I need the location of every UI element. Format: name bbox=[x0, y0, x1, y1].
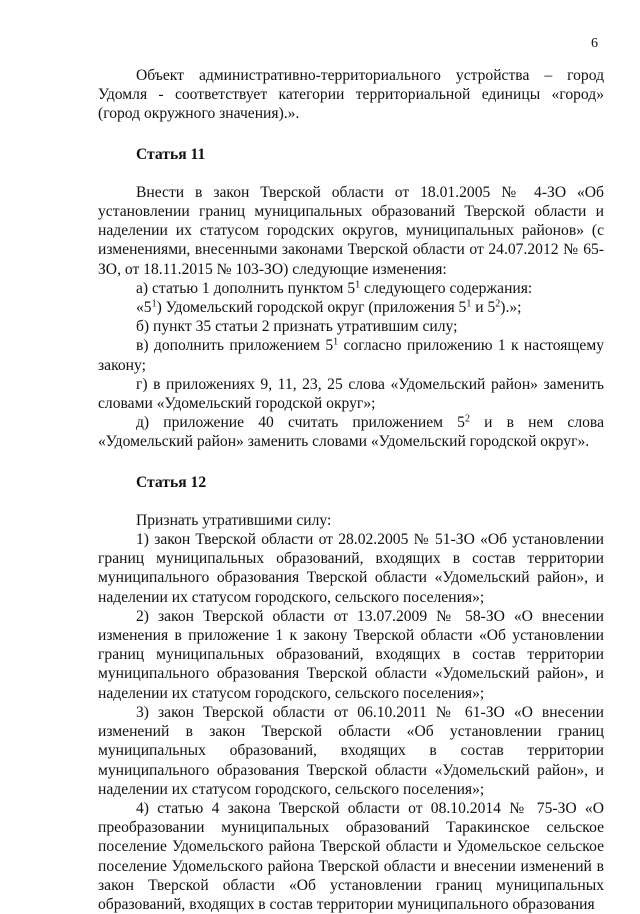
item-a-text-end: следующего содержания: bbox=[360, 279, 533, 297]
article-12-intro: Признать утратившими силу: bbox=[136, 511, 332, 529]
item-a-text: а) статью 1 дополнить пунктом 5 bbox=[136, 279, 356, 297]
item-v-sup: 1 bbox=[333, 336, 339, 348]
article-11-item-g: г) в приложениях 9, 11, 23, 25 слова «Удомельский район» заменить словами «Удомельский городской округ»; bbox=[98, 375, 604, 413]
quote-open: «5 bbox=[136, 299, 152, 317]
article-12-item: 3) закон Тверской области от 06.10.2011 № 61-ЗО «О внесении изменений в закон Тверской области «Об установлении границ муниципальных образований, входящих в состав территории муниципального образования Тверской области «Удомельский район», и наделении их статусом городского, сельского поселения»; bbox=[98, 703, 604, 798]
article-11-intro: Внести в закон Тверской области от 18.01.2005 № 4-ЗО «Об установлении границ муниципальных образований Тверской области и наделении их статусом городских округов, муниципальных районов» (с изменениями, внесенными законами Тверской области от 24.07.2012 № 65-ЗО, от 18.11.2015 № 103-ЗО) следующие изменения: bbox=[98, 183, 604, 278]
item-v-text-end: согласно приложению 1 к настоящему закону; bbox=[98, 337, 604, 374]
quote-sup-3: 2 bbox=[495, 298, 501, 310]
page-number: 6 bbox=[591, 36, 598, 51]
quote-sup-2: 1 bbox=[466, 298, 472, 310]
article-11-item-d bbox=[98, 413, 604, 451]
intro-paragraph: Объект административно-территориального устройства – город Удомля - соответствует категории территориальной единицы «город» (город окружного значения).». bbox=[98, 67, 604, 123]
article-12-item: 4) статью 4 закона Тверской области от 08.10.2014 № 75-ЗО «О преобразовании муниципальных образований Таракинское сельское поселение Удомельского района Тверской области и Удомельское сельское поселение Удомельского района Тверской области и внесении изменений в закон Тверской области «Об установлении границ муниципальных образований, входящих в состав территории муниципального образования bbox=[98, 799, 604, 913]
article-11-item-b: б) пункт 35 статьи 2 признать утратившим силу; bbox=[136, 318, 458, 336]
article-12-item: 2) закон Тверской области от 13.07.2009 № 58-ЗО «О внесении изменения в приложение 1 к закону Тверской области «Об установлении границ муниципальных образований, входящих в состав территории муниципального образования Тверской области «Удомельский район», и наделении их статусом городского, сельского поселения»; bbox=[98, 607, 604, 702]
article-11-item-a bbox=[98, 279, 604, 298]
item-d-text-end: и в нем слова «Удомельский район» заменить словами «Удомельский городской округ». bbox=[98, 414, 605, 451]
article-12-heading: Статья 12 bbox=[136, 473, 207, 491]
article-11-item-v bbox=[98, 336, 604, 374]
document-body bbox=[98, 66, 604, 914]
item-v-text: в) дополнить приложением 5 bbox=[136, 337, 334, 355]
quote-and: и 5 bbox=[471, 299, 496, 317]
item-d-sup: 2 bbox=[464, 413, 470, 425]
article-12-item: 1) закон Тверской области от 28.02.2005 № 51-ЗО «Об установлении границ муниципальных образований, входящих в состав территории муниципального образования Тверской области «Удомельский район», и наделении их статусом городского, сельского поселения»; bbox=[98, 531, 604, 606]
quote-mid: ) Удомельский городской округ (приложения 5 bbox=[156, 299, 467, 317]
article-11-heading: Статья 11 bbox=[136, 145, 206, 163]
article-11-quote bbox=[98, 298, 604, 317]
quote-end: ).»; bbox=[500, 299, 522, 317]
quote-sup-1: 1 bbox=[151, 298, 157, 310]
item-a-sup: 1 bbox=[355, 279, 361, 291]
item-d-text: д) приложение 40 считать приложением 5 bbox=[136, 414, 465, 432]
